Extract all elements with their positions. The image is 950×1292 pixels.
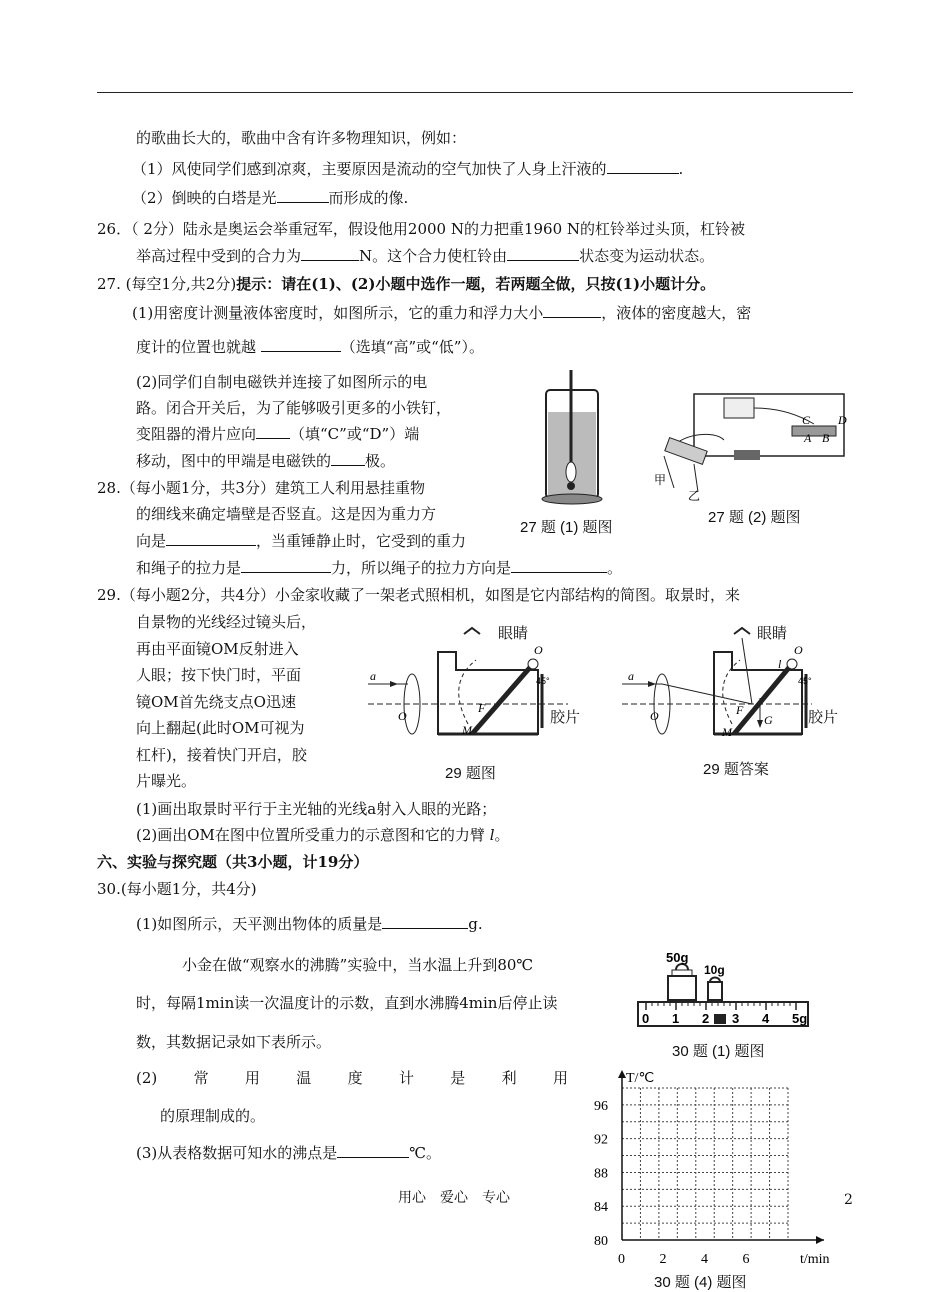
film-label: 胶片	[550, 709, 581, 726]
optics-label-a: a	[370, 669, 376, 683]
text-line: 再由平面镜OM反射进入	[136, 640, 299, 658]
x-axis-label: t/min	[800, 1252, 830, 1267]
answer-label-o-pivot: O	[794, 643, 803, 657]
circuit-label-a: A	[804, 431, 812, 445]
optics-label-o: O	[398, 709, 407, 723]
page-number: 2	[844, 1192, 853, 1208]
weight-10-label: 10g	[704, 963, 725, 977]
circuit-label-jia: 甲	[654, 473, 667, 487]
question-29: 29.（每小题2分，共4分）小金家收藏了一架老式照相机，如图是它内部结构的简图。取景时，来	[97, 586, 740, 604]
text-line: 时，每隔1min读一次温度计的示数，直到水沸腾4min后停止读	[136, 994, 558, 1012]
circuit-label-b: B	[822, 431, 830, 445]
text-line: 镜OM首先绕支点O迅速	[136, 693, 296, 711]
text-line: 杠杆)，接着快门开启，胶	[136, 746, 307, 764]
text-line: (2)同学们自制电磁铁并连接了如图所示的电	[136, 373, 428, 391]
y-tick-label: 88	[594, 1166, 608, 1182]
text-line: 向是 ，当重锤静止时，它受到的重力	[136, 532, 467, 550]
y-tick-label: 80	[594, 1234, 608, 1249]
eye-label-answer: 眼睛	[757, 625, 788, 642]
y-tick-label: 84	[594, 1200, 608, 1216]
question-30: 30.(每小题1分，共4分)	[97, 880, 257, 898]
scale-tick-label: 3	[732, 1011, 740, 1026]
page-footer: 用心 爱心 专心	[398, 1190, 510, 1206]
optics-label-f: F	[478, 701, 486, 715]
weight-50-label: 50g	[666, 950, 689, 965]
scale-tick-label: 0	[642, 1011, 650, 1026]
text-line: 人眼；按下快门时，平面	[136, 666, 302, 684]
optics-label-m: M	[462, 723, 472, 737]
y-tick-label: 92	[594, 1132, 608, 1148]
text-line: 的细线来确定墙壁是否竖直。这是因为重力方	[136, 505, 437, 523]
caption-27-2: 27 题 (2) 题图	[708, 509, 801, 526]
optics-label-o-pivot: O	[534, 643, 543, 657]
answer-label-l: l	[778, 657, 782, 671]
x-tick-label: 0	[618, 1252, 625, 1267]
caption-30-4: 30 题 (4) 题图	[654, 1274, 747, 1291]
eye-label: 眼睛	[498, 625, 529, 642]
spaced-line: (2) 常 用 温 度 计 是 利 用	[136, 1069, 568, 1087]
text-line: (3)从表格数据可知水的沸点是 ℃。	[136, 1144, 442, 1162]
scale-tick-label: 2	[702, 1011, 710, 1026]
text-line: 变阻器的滑片应向 （填“C”或“D”）端	[136, 425, 420, 443]
x-axis-arrow	[816, 1236, 824, 1244]
electromagnet-figure	[654, 384, 854, 502]
text-line: 自景物的光线经过镜头后，	[136, 613, 317, 631]
circuit-label-yi: 乙	[688, 489, 701, 502]
text-line: 度计的位置也就越 （选填“高”或“低”）。	[136, 338, 484, 356]
text-line: （1）风使同学们感到凉爽，主要原因是流动的空气加快了人身上汗液的 .	[132, 160, 684, 178]
text-line: 片曝光。	[136, 772, 197, 790]
text-line: (2)画出OM在图中位置所受重力的示意图和它的力臂 l。	[136, 826, 510, 844]
text-line: 小金在做“观察水的沸腾”实验中，当水温上升到80℃	[182, 956, 534, 974]
y-axis-label: T/℃	[626, 1071, 655, 1086]
caption-29-answer: 29 题答案	[703, 761, 769, 778]
circuit-label-d: D	[838, 413, 847, 427]
text-line: 数，其数据记录如下表所示。	[136, 1033, 332, 1051]
answer-label-a: a	[628, 669, 634, 683]
text-line: (1)如图所示，天平测出物体的质量是 g.	[136, 915, 483, 933]
x-tick-label: 6	[742, 1252, 750, 1267]
scale-tick-label: 4	[762, 1011, 770, 1026]
caption-27-1: 27 题 (1) 题图	[520, 519, 613, 536]
y-axis-arrow	[618, 1070, 626, 1078]
y-tick-label: 96	[594, 1098, 608, 1114]
answer-label-o: O	[650, 709, 659, 723]
answer-label-f: F	[736, 703, 744, 717]
optics-label-angle: 45°	[536, 676, 550, 686]
scale-tick-label: 5g	[792, 1011, 808, 1026]
answer-label-angle: 45°	[798, 676, 812, 686]
camera-answer-figure	[622, 624, 822, 762]
text-line: 向上翻起(此时OM可视为	[136, 719, 305, 737]
film-label-answer: 胶片	[808, 709, 839, 726]
caption-29: 29 题图	[445, 765, 496, 782]
caption-30-1: 30 题 (1) 题图	[672, 1043, 765, 1060]
scale-tick-label: 1	[672, 1011, 680, 1026]
text-line: (1)画出取景时平行于主光轴的光线a射入人眼的光路；	[136, 800, 497, 818]
question-28: 28.（每小题1分，共3分）建筑工人利用悬挂重物	[97, 479, 425, 497]
text-line: 的原理制成的。	[160, 1107, 266, 1125]
text-line: 举高过程中受到的合力为 N。这个合力使杠铃由 状态变为运动状态。	[136, 247, 715, 265]
balance-figure	[636, 944, 814, 1030]
text-line: （2）倒映的白塔是光 而形成的像.	[132, 189, 409, 207]
header-rule	[97, 92, 853, 93]
answer-label-g: G	[764, 713, 773, 727]
text-line: 的歌曲长大的，歌曲中含有许多物理知识，例如：	[136, 129, 467, 147]
circuit-label-c: C	[802, 413, 811, 427]
camera-figure	[368, 624, 588, 762]
x-tick-label: 4	[701, 1252, 708, 1267]
x-tick-label: 2	[659, 1252, 667, 1267]
question-26: 26．（ 2分）陆永是奥运会举重冠军，假设他用2000 N的力把重1960 N的杠铃举过头顶，杠铃被	[97, 220, 746, 238]
section-heading: 六、实验与探究题（共3小题，计19分）	[97, 853, 369, 871]
text-line: (1)用密度计测量液体密度时，如图所示，它的重力和浮力大小 ，液体的密度越大，密	[132, 304, 752, 322]
text-line: 移动，图中的甲端是电磁铁的 极。	[136, 452, 396, 470]
text-line: 和绳子的拉力是 力，所以绳子的拉力方向是 。	[136, 559, 623, 577]
answer-label-m: M	[722, 725, 732, 739]
hydrometer-figure	[538, 368, 616, 508]
question-27: 27. (每空1分,共2分)提示：请在(1)、(2)小题中选作一题，若两题全做，只按(1)小题计分。	[97, 275, 716, 293]
temperature-chart	[580, 1068, 842, 1268]
text-line: 路。闭合开关后，为了能够吸引更多的小铁钉，	[136, 399, 452, 417]
